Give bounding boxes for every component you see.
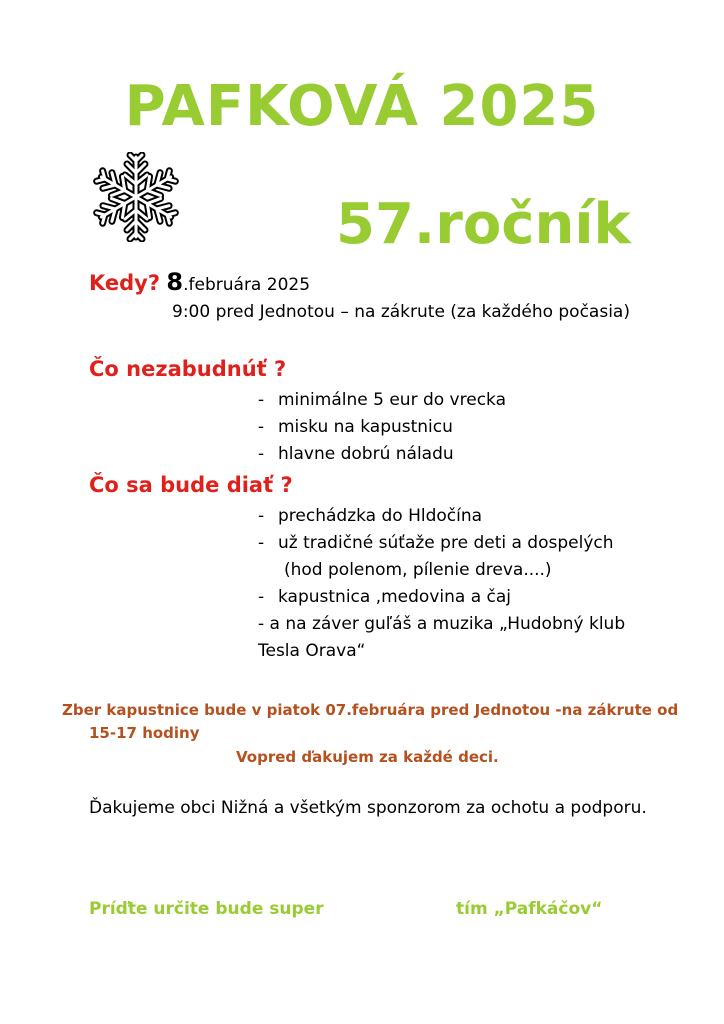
collection-thanks: Vopred ďakujem za každé deci.	[236, 748, 499, 766]
edition-heading: 57.ročník	[336, 192, 631, 257]
footer-right: tím „Pafkáčov“	[456, 899, 603, 919]
list-item-note: (hod polenom, pílenie dreva....)	[284, 560, 552, 580]
when-time-place: 9:00 pred Jednotou – na zákrute (za každého počasia)	[172, 302, 630, 322]
snowflake-icon	[86, 152, 186, 242]
when-row	[89, 268, 310, 296]
final-line: Tesla Orava“	[258, 641, 366, 661]
list-item: - minimálne 5 eur do vrecka	[258, 390, 507, 410]
collection-line: Zber kapustnice bude v piatok 07.februára pred Jednotou -na zákrute od	[62, 701, 679, 719]
final-line: - a na záver guľáš a muzika „Hudobný klub	[258, 614, 626, 634]
list-item: - už tradičné súťaže pre deti a dospelých	[258, 533, 614, 553]
footer-left: Príďte určite bude super	[89, 899, 324, 919]
list-item: - misku na kapustnicu	[258, 417, 453, 437]
remember-heading: Čo nezabudnúť ?	[89, 357, 287, 381]
collection-line: 15-17 hodiny	[89, 724, 200, 742]
list-item: - kapustnica ,medovina a čaj	[258, 587, 512, 607]
program-heading: Čo sa bude diať ?	[89, 473, 293, 497]
page-title: PAFKOVÁ 2025	[124, 74, 600, 139]
list-item: - hlavne dobrú náladu	[258, 444, 454, 464]
when-day: 8	[166, 268, 184, 296]
when-date: .februára 2025	[183, 275, 311, 295]
when-question: Kedy?	[89, 271, 161, 295]
sponsors-thanks: Ďakujeme obci Nižná a všetkým sponzorom za ochotu a podporu.	[89, 798, 647, 818]
list-item: - prechádzka do Hldočína	[258, 506, 483, 526]
